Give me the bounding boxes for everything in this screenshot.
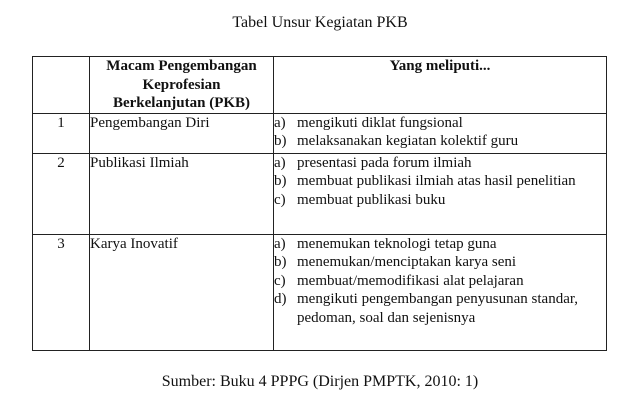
row-macam: Pengembangan Diri: [90, 113, 274, 153]
list-item: [274, 191, 606, 210]
row-items: [274, 234, 607, 350]
item-letter: a): [274, 154, 286, 171]
table-row: [33, 113, 607, 153]
list-item: [274, 235, 606, 254]
item-text: melaksanakan kegiatan kolektif guru: [297, 133, 519, 149]
item-text: menemukan/menciptakan karya seni: [297, 254, 517, 270]
table-header-row: [33, 57, 607, 114]
item-text: presentasi pada forum ilmiah: [297, 154, 472, 171]
table-row: [33, 153, 607, 234]
row-macam: Karya Inovatif: [90, 234, 274, 350]
item-text: mengikuti pengembangan penyusunan standar, pedoman, soal dan sejenisnya: [297, 291, 578, 326]
item-text: mengikuti diklat fungsional: [297, 114, 463, 131]
table-row: [33, 234, 607, 350]
row-number: 2: [33, 153, 90, 234]
row-number: 1: [33, 113, 90, 153]
row-items: [274, 113, 607, 153]
item-letter: b): [274, 254, 287, 270]
list-item: [274, 114, 606, 133]
item-letter: a): [274, 235, 286, 252]
item-letter: c): [274, 191, 286, 208]
row-macam: Publikasi Ilmiah: [90, 153, 274, 234]
source-citation: Sumber: Buku 4 PPPG (Dirjen PMPTK, 2010: 1): [161, 373, 479, 390]
item-letter: c): [274, 272, 286, 289]
item-letter: b): [274, 173, 287, 189]
list-item: [274, 132, 606, 151]
table-caption: Tabel Unsur Kegiatan PKB: [232, 14, 408, 31]
item-text: membuat/memodifikasi alat pelajaran: [297, 272, 524, 289]
list-item: [274, 154, 606, 173]
pkb-table: [32, 56, 607, 351]
item-text: membuat publikasi ilmiah atas hasil penelitian: [297, 173, 576, 189]
list-item: [274, 290, 606, 327]
header-no-cell: [33, 57, 90, 114]
item-text: membuat publikasi buku: [297, 191, 446, 208]
list-item: [274, 272, 606, 291]
header-macam-line: Berkelanjutan (PKB): [112, 95, 251, 111]
header-macam-cell: [90, 57, 274, 114]
item-letter: b): [274, 133, 287, 149]
row-items: [274, 153, 607, 234]
list-item: [274, 172, 606, 191]
header-macam-line: Macam Pengembangan: [106, 58, 257, 74]
row-number: 3: [33, 234, 90, 350]
header-yang-cell: Yang meliputi...: [274, 57, 607, 114]
list-item: [274, 253, 606, 272]
item-text: menemukan teknologi tetap guna: [297, 235, 497, 252]
item-letter: a): [274, 114, 286, 131]
item-letter: d): [274, 291, 287, 307]
header-macam-line: Keprofesian: [142, 76, 221, 93]
